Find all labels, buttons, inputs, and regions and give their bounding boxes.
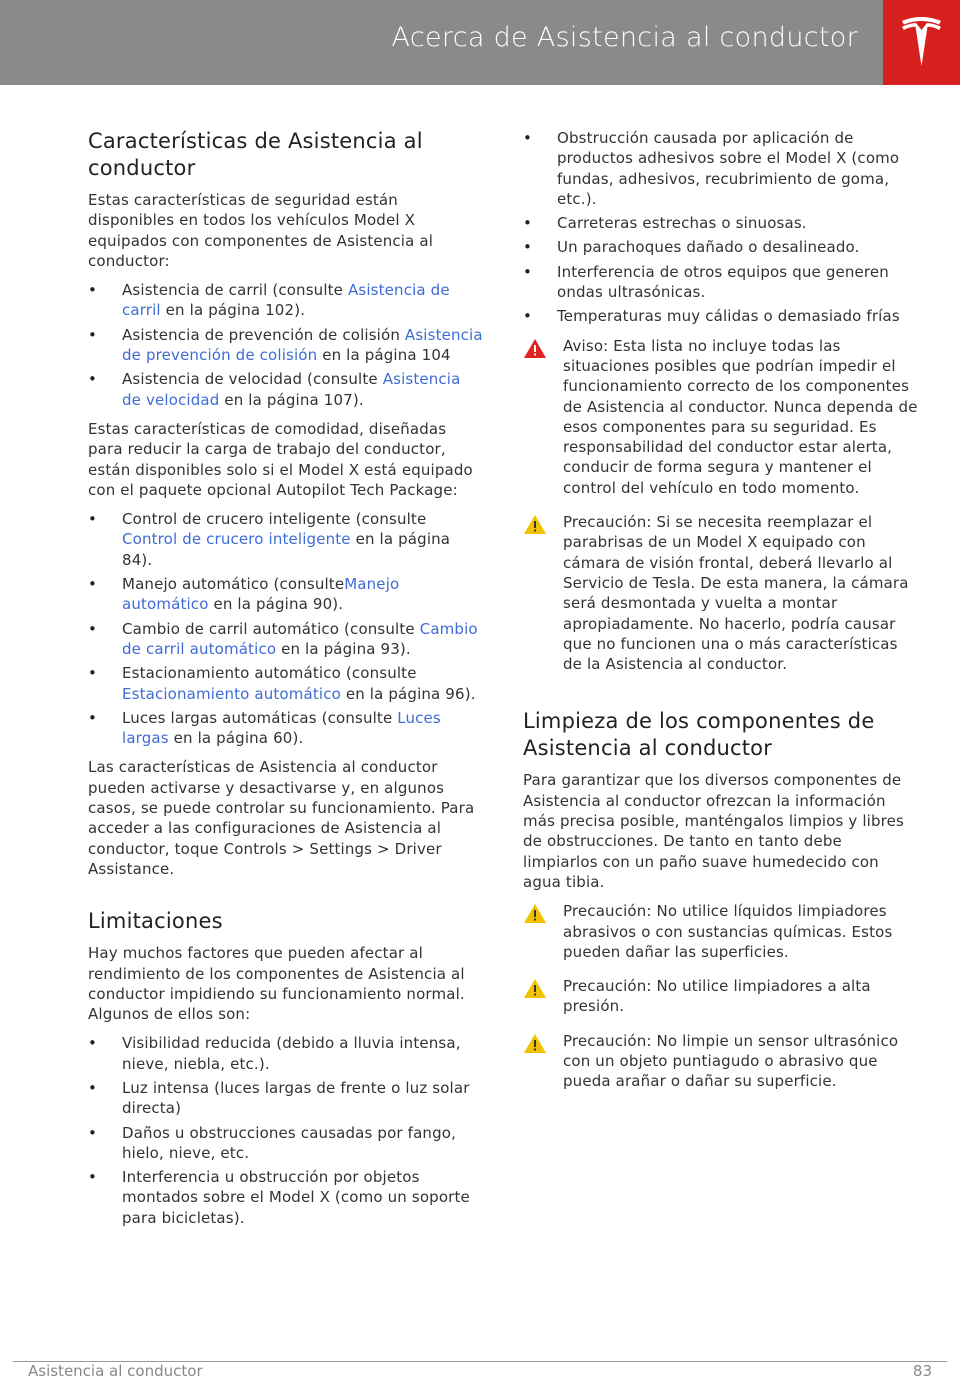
right-column — [523, 128, 919, 1106]
list-item: • Control de crucero inteligente (consulte Control de crucero inteligente en la página 84). — [88, 509, 484, 570]
page-number: 83 — [912, 1362, 932, 1380]
bullet-list-comfort — [88, 509, 484, 748]
caution-text: Precaución: No utilice líquidos limpiadores abrasivos o con sustancias químicas. Estos pueden dañar las superficies. — [563, 902, 893, 961]
list-item: • Luces largas automáticas (consulte Luces largas en la página 60). — [88, 708, 484, 749]
bullet-list-limitations — [88, 1033, 484, 1228]
bullet-list-limitations-cont — [523, 128, 919, 327]
caution-icon — [523, 514, 547, 535]
caution-icon — [523, 978, 547, 999]
warning-icon — [523, 338, 547, 359]
link-autosteer[interactable]: Manejo automático — [122, 575, 400, 614]
section-heading-limitations: Limitaciones — [88, 909, 223, 934]
logo-box — [883, 0, 960, 85]
list-item: • Un parachoques dañado o desalineado. — [523, 237, 919, 257]
link-auto-lane-change[interactable]: Cambio de carril automático — [122, 619, 478, 658]
caution-notice — [523, 901, 919, 962]
warning-notice — [523, 336, 919, 498]
list-item: • Obstrucción causada por aplicación de productos adhesivos sobre el Model X (como fundas, adhesivos, recubrimiento de goma, etc.). — [523, 128, 919, 209]
paragraph: Las características de Asistencia al conductor pueden activarse y desactivarse y, en algunos casos, se puede controlar su funcionamiento. Para acceder a las configuraciones de Asistencia al conductor, toque Controls > Settings > Driver Assistance. — [88, 758, 475, 878]
link-collision-avoidance[interactable]: Asistencia de prevención de colisión — [122, 325, 483, 365]
caution-icon — [523, 903, 547, 924]
section-heading-features: Características de Asistencia al conductor — [88, 129, 423, 180]
list-item: • Asistencia de carril (consulte Asistencia de carril en la página 102). — [88, 280, 484, 321]
caution-notice — [523, 512, 919, 674]
link-lane-assist[interactable]: Asistencia de carril — [122, 281, 450, 320]
caution-text: Precaución: Si se necesita reemplazar el parabrisas de un Model X equipado con cámara de visión frontal, deberá llevarlo al Servicio de Tesla. De esta manera, la cámara será desmontada y vuelta a montar apropiadamente. No hacerlo, podría causar que no funcionen una o más características de la Asistencia al conductor. — [563, 513, 909, 674]
left-column — [88, 128, 484, 1237]
list-item: • Luz intensa (luces largas de frente o luz solar directa) — [88, 1078, 484, 1119]
list-item: • Asistencia de prevención de colisión Asistencia de prevención de colisión en la página 104 — [88, 325, 484, 366]
bullet-list-safety — [88, 280, 484, 410]
paragraph: Estas características de comodidad, diseñadas para reducir la carga de trabajo del conductor, están disponibles solo si el Model X está equipado con el paquete opcional Autopilot Tech Package: — [88, 419, 473, 499]
paragraph: Hay muchos factores que pueden afectar al rendimiento de los componentes de Asistencia al conductor impidiendo su funcionamiento normal. Algunos de ellos son: — [88, 944, 465, 1024]
list-item: • Manejo automático (consulteManejo automático en la página 90). — [88, 574, 484, 615]
caution-text: Precaución: No utilice limpiadores a alta presión. — [563, 977, 871, 1016]
list-item: • Temperaturas muy cálidas o demasiado frías — [523, 306, 919, 326]
list-item: • Cambio de carril automático (consulte Cambio de carril automático en la página 93). — [88, 619, 484, 660]
paragraph: Estas características de seguridad están disponibles en todos los vehículos Model X equipados con componentes de Asistencia al conductor: — [88, 191, 434, 270]
list-item: • Asistencia de velocidad (consulte Asistencia de velocidad en la página 107). — [88, 369, 484, 410]
caution-text: Precaución: No limpie un sensor ultrasónico con un objeto puntiagudo o abrasivo que pueda arañar o dañar su superficie. — [563, 1031, 899, 1091]
list-item: • Daños u obstrucciones causadas por fango, hielo, nieve, etc. — [88, 1123, 484, 1164]
caution-notice — [523, 976, 919, 1017]
paragraph: Para garantizar que los diversos componentes de Asistencia al conductor ofrezcan la información más precisa posible, manténgalos limpios y libres de obstrucciones. De tanto en tanto debe limpiarlos con un paño suave humedecido con agua tibia. — [523, 771, 904, 891]
list-item: • Carreteras estrechas o sinuosas. — [523, 213, 919, 233]
list-item: • Visibilidad reducida (debido a lluvia intensa, nieve, niebla, etc.). — [88, 1033, 484, 1074]
warning-text: Aviso: Esta lista no incluye todas las situaciones posibles que podrían impedir el funcionamiento correcto de los componentes de Asistencia al conductor. Nunca dependa de esos componentes para su seguridad. Es responsabilidad del conductor estar alerta, conducir de forma segura y mantener el control del vehículo en todo momento. — [563, 336, 918, 497]
link-cruise-control[interactable]: Control de crucero inteligente — [122, 530, 351, 549]
section-heading-cleaning: Limpieza de los componentes de Asistencia al conductor — [523, 709, 875, 761]
link-high-beams[interactable]: Luces largas — [122, 708, 441, 748]
list-item: • Interferencia de otros equipos que generen ondas ultrasónicas. — [523, 262, 919, 303]
link-speed-assist[interactable]: Asistencia de velocidad — [122, 370, 461, 409]
list-item: • Interferencia u obstrucción por objetos montados sobre el Model X (como un soporte para bicicletas). — [88, 1167, 484, 1228]
caution-notice — [523, 1031, 919, 1092]
list-item: • Estacionamiento automático (consulte Estacionamiento automático en la página 96). — [88, 663, 484, 704]
caution-icon — [523, 1033, 547, 1054]
link-autopark[interactable]: Estacionamiento automático — [122, 684, 341, 703]
tesla-logo-icon — [901, 16, 942, 68]
footer-section-label: Asistencia al conductor — [28, 1362, 203, 1380]
page-title: Acerca de Asistencia al conductor — [391, 22, 858, 53]
